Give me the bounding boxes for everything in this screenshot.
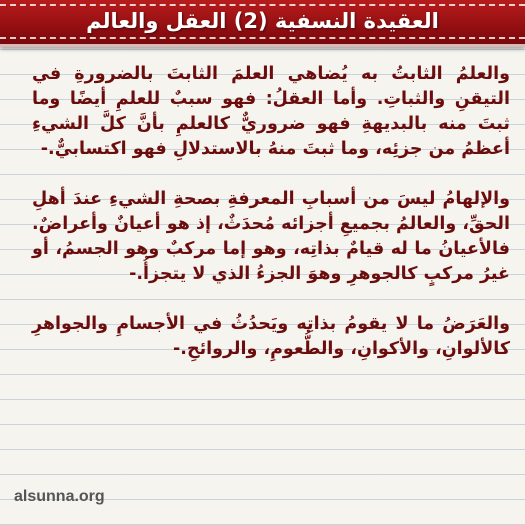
bottom-stitch-line bbox=[0, 37, 525, 39]
paragraph-accident: والعَرَضُ ما لا يقومُ بذاتِه ويَحدُثُ في الأجسامِ والجواهرِ كالألوانِ، والأكوانِ، والطُّعومِ، والروائحِ.- bbox=[32, 314, 510, 359]
text-body bbox=[32, 62, 510, 387]
header-banner bbox=[0, 0, 525, 47]
paragraph-knowledge-reason: والعلمُ الثابتُ به يُضاهي العلمَ الثابتَ بالضرورةِ في التيقنِ والثباتِ. وأما العقلُ: فهو سببٌ للعلمِ أيضًا وما ثبتَ منه بالبديهةِ فهو ضروريٌّ كالعلمِ بأنَّ كلَّ الشيءِ أعظمُ من جزئِه، وما ثبتَ منهُ بالاستدلالِ فهو اكتسابيٌّ.- bbox=[32, 64, 510, 159]
page-title: العقيدة النسفية (2) العقل والعالم bbox=[86, 9, 439, 33]
site-watermark: alsunna.org bbox=[14, 488, 105, 505]
paragraph-inspiration-world: والإلهامُ ليسَ من أسبابِ المعرفةِ بصحةِ الشيءِ عندَ أهلِ الحقِّ، والعالمُ بجميعِ أجزائه مُحدَثٌ، إذ هو أعيانٌ وأعراضٌ. فالأعيانُ ما له قيامٌ بذاتِه، وهو إما مركبٌ وهو الجسمُ، أو غيرُ مركبٍ كالجوهرِ وهوَ الجزءُ الذي لا يتجزأُ.- bbox=[32, 189, 510, 284]
